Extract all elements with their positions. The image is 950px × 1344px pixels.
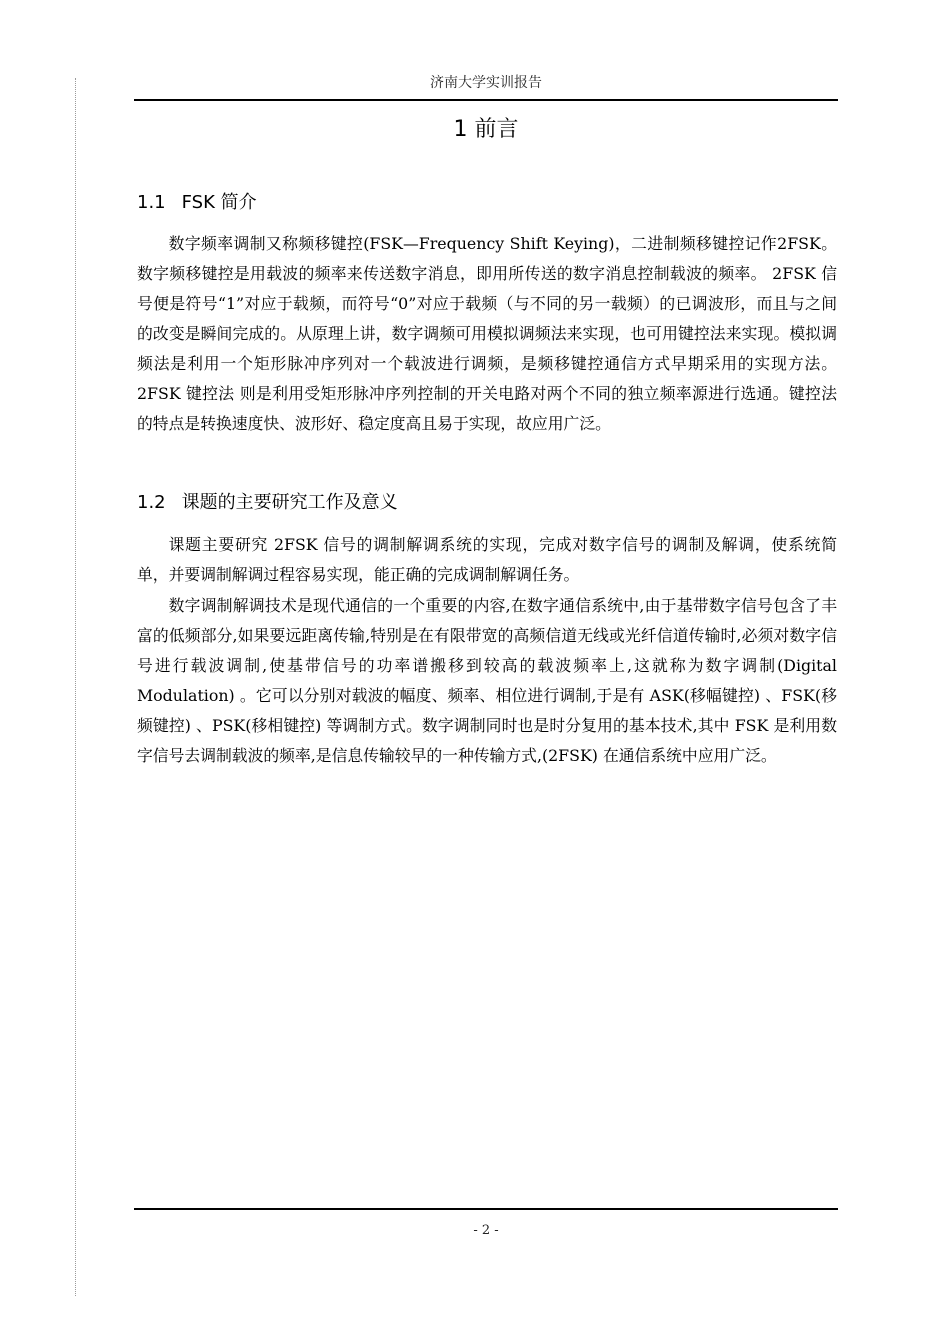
footer-rule [134,1208,838,1210]
section-title-text: FSK 简介 [181,192,257,213]
paragraph-fsk-intro: 数字频率调制又称频移键控(FSK—Frequency Shift Keying)，二进制频移键控记作2FSK。数字频移键控是用载波的频率来传送数字消息，即用所传送的数字消息控制载波的频率。 2FSK 信号便是符号“1”对应于载频，而符号“0”对应于载频（与不同的另一载频）的已调波形，而且与之间的改变是瞬间完成的。从原理上讲，数字调频可用模拟调频法来实现，也可用键控法来实现。模拟调频法是利用一个矩形脉冲序列对一个载波进行调频，是频移键控通信方式早期采用的实现方法。2FSK 键控法 则是利用受矩形脉冲序列控制的开关电路对两个不同的独立频率源进行选通。键控法的特点是转换速度快、波形好、稳定度高且易于实现，故应用广泛。 [137,234,837,433]
page-number: - 2 - [473,1223,499,1238]
section-heading-1-1 [137,188,257,214]
section-number: 1.2 [137,492,166,513]
binding-margin-line [75,78,76,1296]
paragraph-digital-modulation: 数字调制解调技术是现代通信的一个重要的内容,在数字通信系统中,由于基带数字信号包含了丰富的低频部分,如果要远距离传输,特别是在有限带宽的高频信道无线或光纤信道传输时,必须对数字信号进行载波调制,使基带信号的功率谱搬移到较高的载波频率上,这就称为数字调制(Digital Modulation) 。它可以分别对载波的幅度、频率、相位进行调制,于是有 ASK(移幅键控) 、FSK(移频键控) 、PSK(移相键控) 等调制方式。数字调制同时也是时分复用的基本技术,其中 FSK 是利用数字信号去调制载波的频率,是信息传输较早的一种传输方式,(2FSK) 在通信系统中应用广泛。 [137,596,837,765]
paragraph-research-topic: 课题主要研究 2FSK 信号的调制解调系统的实现，完成对数字信号的调制及解调，使系统简单，并要调制解调过程容易实现，能正确的完成调制解调任务。 [137,535,837,584]
header-rule [134,99,838,101]
running-header: 济南大学实训报告 [430,75,542,91]
chapter-title: 1 前言 [453,117,519,142]
section-heading-1-2 [137,488,398,514]
section-title-text: 课题的主要研究工作及意义 [181,492,398,513]
section-number: 1.1 [137,192,166,213]
